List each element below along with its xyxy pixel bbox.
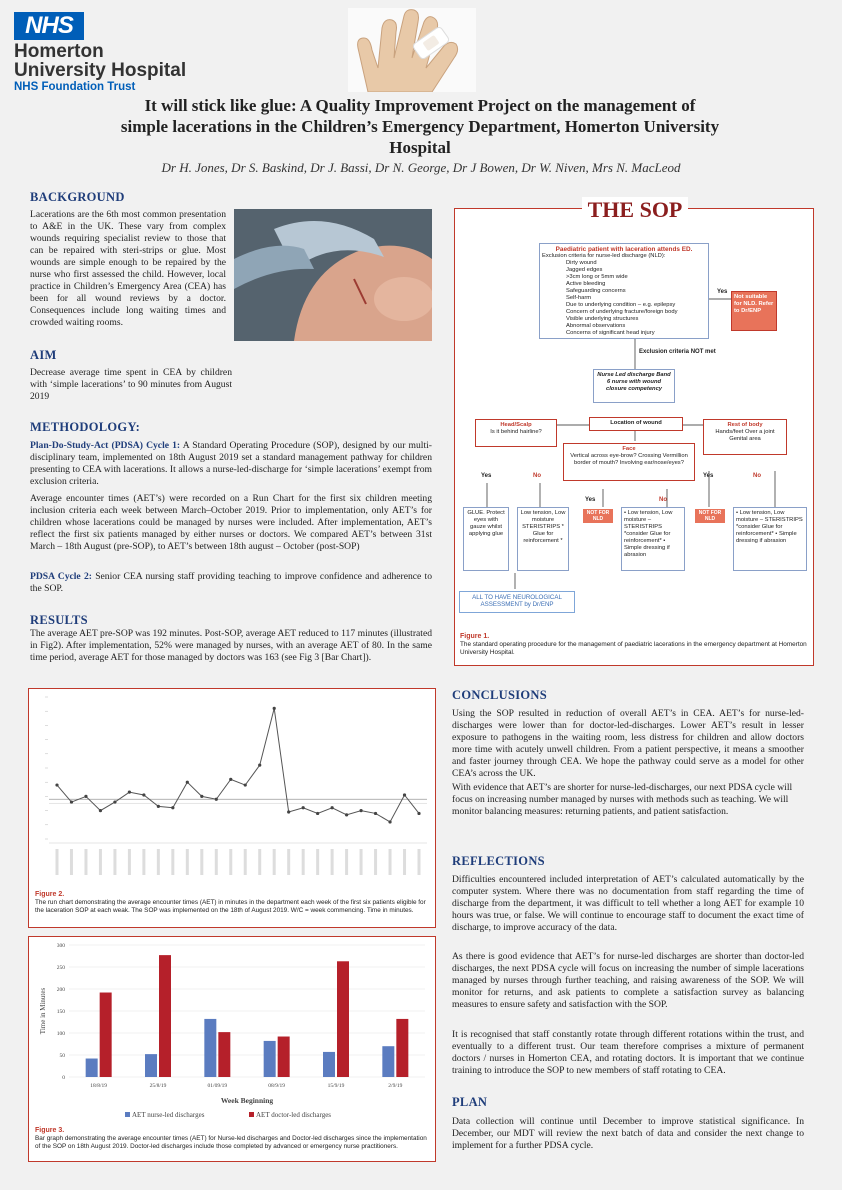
x-axis-label: Week Beginning (220, 1096, 274, 1105)
exclusion-item: Abnormal observations (566, 323, 626, 329)
run-point (359, 809, 362, 812)
methodology-para2: Average encounter times (AET’s) were recorded on a Run Chart for the first six children meeting inclusion criteria each week between March–October 2019. Prior to implementation, only AET’s for children whose lacerations could be managed by nurses were included. After implementation, AET’s reflect the first six patients managed by either nurses or doctors. We compared AET’s between 31st March – 18th August (pre-SOP), to AET’s between 18th august – October (post-SOP) (30, 493, 432, 552)
x-tick-label (128, 849, 131, 875)
yes-label: Yes (717, 289, 728, 295)
exclusion-item: Jagged edges (566, 267, 603, 273)
x-tick-label (229, 849, 232, 875)
head-box: Head/Scalp Is it behind hairline? (475, 419, 557, 447)
y-tick-label: 200 (56, 987, 65, 993)
laceration-photo (234, 209, 432, 341)
trust-name: Homerton University Hospital (14, 41, 187, 81)
body-box: Rest of body Hands/feet Over a joint Genital area (703, 419, 787, 455)
reflections-p2: As there is good evidence that AET’s for nurse-led discharges are shorter than doctor-led discharges, the next PDSA cycle will focus on increasing the number of simple lacerations managed by nurses through further teaching, and raising awareness of the SOP. We will monitor for returns, and ask patients to complete a satisfaction survey as balancing measures to ensure safety and satisfaction with the SOP. (452, 951, 804, 1010)
run-point (417, 812, 420, 815)
figure-1-caption: Figure 1. The standard operating procedure for the management of paediatric lacerations in the emergency department at Homerton University Hospital. (460, 633, 807, 656)
bar-nurse (204, 1019, 216, 1077)
plan-heading: PLAN (452, 1095, 488, 1109)
legend-label: AET nurse-led discharges (132, 1111, 205, 1119)
bar-nurse (86, 1059, 98, 1077)
legend-swatch (125, 1112, 130, 1117)
nurse-led-box: Nurse Led discharge Band 6 nurse with wound closure competency (593, 369, 675, 403)
results-heading: RESULTS (30, 613, 88, 627)
sop-panel (454, 197, 814, 666)
x-tick-label (84, 849, 87, 875)
glue-box: GLUE. Protect eyes with gauze whilst applying glue (463, 507, 509, 571)
x-tick-label (200, 849, 203, 875)
background-heading: BACKGROUND (30, 190, 125, 204)
figure-2-caption: Figure 2. The run chart demonstrating the average encounter times (AET) in minutes in the department each week of the first six patients eligible for the laceration SOP at each weak. The SOP was implemented on the 18th of August 2019. W/C = week commencing. Time in minutes. (35, 891, 426, 914)
run-point (244, 783, 247, 786)
run-point (403, 793, 406, 796)
face-yes: Yes (585, 497, 596, 503)
results-text: The average AET pre-SOP was 192 minutes. Post-SOP, average AET reduced to 117 minutes (illustrated in Fig2). After implementation, 52% were managed by nurses, with an average AET of 80. In the same time period, average AET for those managed by doctors was 163 (see Fig 3 [Bar Chart]). (30, 628, 432, 663)
x-tick-label: 18/8/19 (90, 1083, 108, 1089)
methodology-heading: METHODOLOGY: (30, 420, 141, 434)
legend-swatch (249, 1112, 254, 1117)
figure-3-caption: Figure 3. Bar graph demonstrating the average encounter times (AET) for Nurse-led discharges and Doctor-led discharges since the implementation of the SOP on 18th August 2019. Doctor-led discharges include those completed by advanced or emergency nurse practitioners. (35, 1127, 427, 1150)
plan-text: Data collection will continue until December to improve statistical significance. In December, our MDT will review the next batch of data and consider the next change to implement for a further PDSA cycle. (452, 1116, 804, 1151)
authors: Dr H. Jones, Dr S. Baskind, Dr J. Bassi, Dr N. George, Dr J Bowen, Dr W. Niven, Mrs N. MacLeod (161, 160, 681, 175)
run-point (171, 806, 174, 809)
x-tick-label (345, 849, 348, 875)
low-tension-box-3: • Low tension, Low moisture – STERISTRIPS *consider Glue for reinforcement* • Simple dressing if abrasion (733, 507, 807, 571)
exclusion-item: Dirty wound (566, 260, 597, 266)
exclusion-item: >3cm long or 5mm wide (566, 274, 628, 280)
bandage-photo (348, 8, 476, 92)
reflections-heading: REFLECTIONS (452, 854, 545, 868)
run-point (55, 783, 58, 786)
bar-doctor (278, 1037, 290, 1077)
exclusion-item: Visible underlying structures (566, 316, 639, 322)
x-tick-label (287, 849, 290, 875)
x-tick-label: 08/9/19 (268, 1083, 286, 1089)
not-for-nld-face: NOT FOR NLD (583, 509, 613, 523)
bar-doctor (218, 1032, 230, 1077)
run-point (99, 809, 102, 812)
run-point (157, 805, 160, 808)
x-tick-label: 01/09/19 (207, 1083, 228, 1089)
background-text: Lacerations are the 6th most common presentation to A&E in the UK. These vary from complex wounds requiring specialist review to those that can be repaired with steri-strips or glue. Most wounds are simple enough to be repaired by the nurse who first assessed the child. However, local practice in Children’s Emergency Area (CEA) has been for all wound reviews by a doctor. Consequences include long waiting times and crowded waiting rooms. (30, 209, 226, 328)
x-tick-label (403, 849, 406, 875)
run-point (84, 795, 87, 798)
face-no: No (659, 497, 667, 503)
not-for-nld-body: NOT FOR NLD (695, 509, 725, 523)
not-suitable-box: Not suitable for NLD. Refer to Dr/ENP (731, 291, 777, 331)
location-box: Location of wound (589, 417, 683, 431)
x-tick-label (273, 849, 276, 875)
y-axis-label: Time in Minutes (39, 987, 47, 1035)
run-point (331, 806, 334, 809)
bar-doctor (396, 1019, 408, 1077)
x-tick-label (142, 849, 145, 875)
bar-chart (29, 937, 435, 1125)
x-tick-label (157, 849, 160, 875)
run-point (345, 813, 348, 816)
conclusions-p2: With evidence that AET’s are shorter for nurse-led-discharges, our next PDSA cycle will focus on increasing number managed by nurses with methods such as teaching. We will monitor balancing measures: returning patients, and patient satisfaction. (452, 782, 793, 817)
legend-label: AET doctor-led discharges (256, 1111, 332, 1119)
reflections-p1: Difficulties encountered included interpretation of AET’s calculated automatically by the computer system. Where there was no documentation from staff regarding the time of discharge from the department, it was difficult to tell whether a long AET for example 10 hours was true, or false. We will continue to encourage staff to document the exact time of discharge, to improve accuracy of the data. (452, 874, 804, 933)
neuro-box: ALL TO HAVE NEUROLOGICAL ASSESSMENT by Dr/ENP (459, 591, 575, 613)
exclusion-not-met: Exclusion criteria NOT met (639, 349, 716, 355)
bar-nurse (382, 1046, 394, 1077)
conclusions-p1: Using the SOP resulted in reduction of overall AET’s in CEA. AET’s for nurse-led-discharges were lower than for doctor-led-discharges. Lower AET’s result in lesser exposure to pathogens in the waiting room, less distress for children and allow doctors more time with acutely unwell children. From a patient perspective, it means a smoother and faster journey through CEA. We hope the pathway could serve as a model for other CEA’s across the UK. (452, 708, 804, 779)
x-tick-label (389, 849, 392, 875)
exclusion-item: Active bleeding (566, 281, 606, 287)
x-tick-label: 25/8/19 (149, 1083, 167, 1089)
y-tick-label: 50 (59, 1053, 65, 1059)
run-point (113, 800, 116, 803)
exclusion-item: Due to underlying condition – e.g. epilepsy (566, 302, 676, 308)
y-tick-label: 0 (62, 1075, 65, 1081)
low-tension-box-2: • Low tension, Low moisture – STERISTRIPS *consider Glue for reinforcement* • Simple dressing if abrasion (621, 507, 685, 571)
bar-nurse (145, 1054, 157, 1077)
head-no: No (533, 473, 541, 479)
x-tick-label: 2/9/19 (388, 1083, 403, 1089)
x-tick-label (316, 849, 319, 875)
x-tick-label (418, 849, 421, 875)
body-no: No (753, 473, 761, 479)
poster-title: It will stick like glue: A Quality Improvement Project on the management of simple lacerations in the Children’s Emergency Department, Homerton University Hospital (120, 96, 720, 157)
bar-nurse (264, 1041, 276, 1077)
run-point (186, 781, 189, 784)
run-point (70, 800, 73, 803)
x-tick-label: 15/9/19 (327, 1083, 345, 1089)
y-tick-label: 150 (56, 1009, 65, 1015)
run-point (128, 791, 131, 794)
run-point (273, 707, 276, 710)
exclusion-item: Safeguarding concerns (566, 288, 626, 294)
exclusion-item: Self-harm (566, 295, 592, 301)
exclusion-item: Exclusion criteria for nurse-led discharge (NLD): (542, 253, 666, 259)
x-tick-label (99, 849, 102, 875)
nhs-logo: NHS (14, 12, 84, 40)
head-yes: Yes (481, 473, 492, 479)
run-point (302, 806, 305, 809)
methodology-cycle2: PDSA Cycle 2: Senior CEA nursing staff providing teaching to improve confidence and adherence to the SOP. (30, 571, 432, 594)
x-tick-label (374, 849, 377, 875)
x-tick-label (56, 849, 59, 875)
x-tick-label (186, 849, 189, 875)
low-tension-box-1: Low tension, Low moisture STERISTRIPS * Glue for reinforcement * (517, 507, 569, 571)
exclusion-item: Concerns of significant head injury (566, 330, 655, 336)
trust-subtitle: NHS Foundation Trust (14, 81, 136, 93)
x-tick-label (171, 849, 174, 875)
body-yes: Yes (703, 473, 714, 479)
figure-3-panel (28, 936, 436, 1162)
bar-doctor (337, 961, 349, 1077)
bar-nurse (323, 1052, 335, 1077)
methodology-cycle1: Plan-Do-Study-Act (PDSA) Cycle 1: A Standard Operating Procedure (SOP), designed by our multi-disciplinary team, implemented on 18th August 2019 set a standard management pathway for children presenting to CEA with lacerations. It allows a nurse-led-discharge for ‘simple lacerations’ exempt from exclusion criteria. (30, 440, 432, 487)
run-point (200, 795, 203, 798)
sop-top-box: Paediatric patient with laceration attends ED. Exclusion criteria for nurse-led discharge (NLD): Dirty wound Jagged edges >3cm long or 5mm wide Active bleeding Safeguarding concerns Self-harm Due to underlying condition – e.g. epilepsy Concern of underlying fracture/foreign body Visible underlying structures Abnormal observations Concerns of significant head injury (539, 243, 709, 339)
x-tick-label (215, 849, 218, 875)
bar-doctor (159, 955, 171, 1077)
run-point (215, 798, 218, 801)
bar-doctor (100, 993, 112, 1077)
x-tick-label (360, 849, 363, 875)
run-point (316, 812, 319, 815)
run-line (57, 708, 419, 822)
x-tick-label (302, 849, 305, 875)
y-tick-label: 100 (56, 1031, 65, 1037)
exclusion-item: Concern of underlying fracture/foreign body (566, 309, 678, 315)
x-tick-label (113, 849, 116, 875)
conclusions-heading: CONCLUSIONS (452, 688, 547, 702)
run-point (229, 778, 232, 781)
figure-2-panel (28, 688, 436, 928)
run-point (388, 820, 391, 823)
y-tick-label: 250 (56, 965, 65, 971)
run-point (258, 764, 261, 767)
run-point (374, 812, 377, 815)
x-tick-label (331, 849, 334, 875)
x-tick-label (258, 849, 261, 875)
exclusion-criteria-list (542, 253, 706, 337)
sop-heading: THE SOP (582, 197, 689, 222)
reflections-p3: It is recognised that staff constantly rotate through different rotations within the trust, and eventually to a different trust. Our team therefore comprises a mixture of permanent doctors / nurses in Homerton CEA, and rotating doctors. It is important that we continue training to introduce the SOP to new members of staff rotating to CEA. (452, 1029, 804, 1076)
run-chart (29, 689, 435, 877)
y-tick-label: 300 (56, 943, 65, 949)
run-point (287, 810, 290, 813)
x-tick-label (70, 849, 73, 875)
face-box: Face Vertical across eye-brow? Crossing Vermillion border of mouth? Involving ear/nose/eyes? (563, 443, 695, 481)
aim-heading: AIM (30, 348, 57, 362)
x-tick-label (244, 849, 247, 875)
run-point (142, 793, 145, 796)
aim-text: Decrease average time spent in CEA by children with ‘simple lacerations’ to 90 minutes from August 2019 (30, 367, 232, 402)
